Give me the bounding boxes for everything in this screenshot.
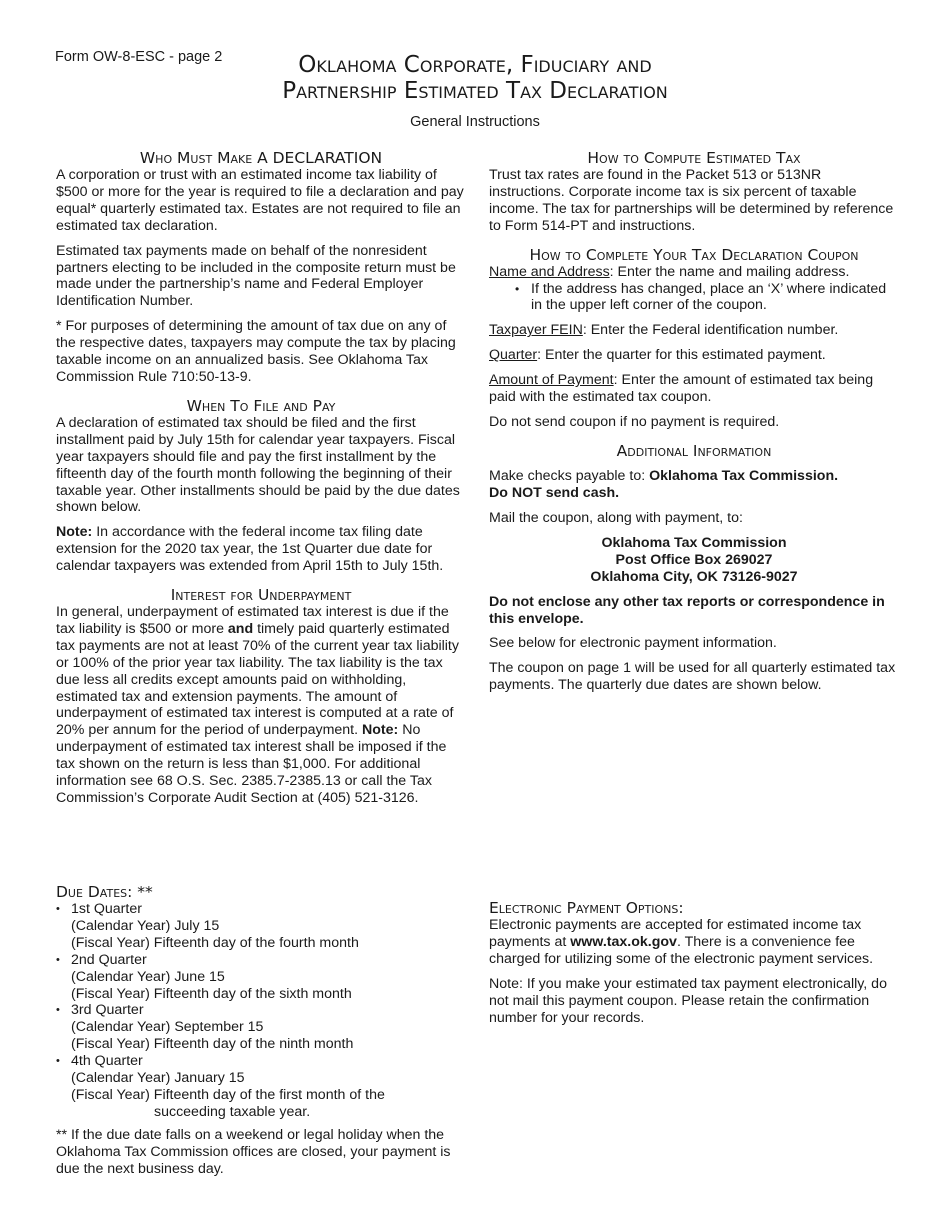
- when-to-file-p1: A declaration of estimated tax should be filed and the first installment paid by July 15th for calendar year taxpayers. Fiscal year taxpayers should file and pay the first installment by the fifteenth day of the fourth month following the beginning of their taxable year. Other installments should be paid by the due dates shown below.: [56, 414, 460, 516]
- title-line-2: Partnership Estimated Tax Declaration: [282, 78, 668, 104]
- compute-section: [489, 150, 899, 235]
- due-dates-heading: Due Dates: **: [56, 883, 153, 901]
- name-address-label: Name and Address: [489, 263, 610, 280]
- who-must-p2: Estimated tax payments made on behalf of the nonresident partners electing to be included in the composite return must be made under the partnership’s name and Federal Employer Identification Number.: [56, 242, 456, 310]
- fiscal-due: (Fiscal Year) Fifteenth day of the ninth month: [71, 1036, 354, 1053]
- fein-label: Taxpayer FEIN: [489, 322, 583, 339]
- tax-website-link[interactable]: www.tax.ok.gov: [570, 933, 677, 950]
- name-address-text: : Enter the name and mailing address.: [609, 263, 850, 280]
- additional-heading: Additional Information: [616, 441, 772, 460]
- payable-text: Make checks payable to:: [489, 467, 650, 484]
- quarter-label: Quarter: [489, 347, 538, 364]
- page-subtitle: General Instructions: [410, 114, 540, 130]
- quarter-name: • 3rd Quarter: [71, 1002, 144, 1019]
- fiscal-due: (Fiscal Year) Fifteenth day of the fourth month: [71, 934, 359, 951]
- no-enclose: [489, 594, 899, 628]
- due-dates-list: [56, 901, 466, 1121]
- fein-text: : Enter the Federal identification number.: [582, 322, 839, 339]
- interest-text-2: timely paid quarterly estimated tax payments are not at least 70% of the current year tax liability or 100% of the prior year tax liability. The tax liability is the tax due less all credits except amounts paid on withholding, estimated tax and extension payments. The amount of underpayment of estimated tax interest is computed at a rate of 20% per annum for the period of underpayment.: [56, 620, 459, 739]
- mailing-address: [489, 535, 899, 586]
- no-cash: Do NOT send cash.: [489, 484, 620, 501]
- calendar-due: (Calendar Year) June 15: [71, 968, 225, 985]
- who-must-p1: A corporation or trust with an estimated income tax liability of $500 or more for the year is required to file a declaration and pay equal* quarterly estimated tax. Estates are not required to file an estimated tax declaration.: [56, 167, 464, 234]
- list-item: [56, 1053, 466, 1121]
- name-address-list: [515, 281, 899, 315]
- amount-text: : Enter the amount of estimated tax being paid with the estimated tax coupon.: [489, 372, 874, 406]
- calendar-due: (Calendar Year) January 15: [71, 1070, 245, 1087]
- note-text: In accordance with the federal income tax filing date extension for the 2020 tax year, the 1st Quarter due date for calendar taxpayers was extended from April 15th to July 15th.: [56, 524, 444, 575]
- interest-note-label: Note:: [362, 722, 399, 739]
- page-title: [200, 52, 750, 104]
- amount-label: Amount of Payment: [489, 372, 614, 389]
- interest-and: and: [227, 620, 254, 637]
- left-column: [56, 150, 466, 815]
- when-to-file-section: [56, 398, 466, 575]
- fiscal-due: (Fiscal Year) Fifteenth day of the first month of the: [71, 1086, 385, 1103]
- payable-line: [489, 468, 899, 502]
- quarter-name: • 4th Quarter: [71, 1053, 143, 1070]
- see-below: See below for electronic payment information.: [489, 635, 777, 652]
- who-must-heading: Who Must Make A DECLARATION: [139, 149, 383, 167]
- who-must-section: [56, 150, 466, 386]
- mail-line: Mail the coupon, along with payment, to:: [489, 509, 743, 526]
- when-to-file-heading: When To File and Pay: [186, 396, 336, 415]
- quarter-name: • 2nd Quarter: [71, 951, 147, 968]
- electronic-payment-section: [489, 900, 899, 1034]
- quarter-name: • 1st Quarter: [71, 901, 142, 917]
- fiscal-due: (Fiscal Year) Fifteenth day of the sixth month: [71, 985, 352, 1002]
- fiscal-due-continued: succeeding taxable year.: [154, 1103, 311, 1120]
- additional-section: [489, 443, 899, 694]
- due-dates-footnote: ** If the due date falls on a weekend or legal holiday when the Oklahoma Tax Commission offices are closed, your payment is due the next business day.: [56, 1126, 451, 1177]
- who-must-p3: * For purposes of determining the amount of tax due on any of the respective dates, taxpayers may compute the tax by placing taxable income on an annualized basis. See Oklahoma Tax Commission Rule 710:50-13-9.: [56, 318, 456, 385]
- calendar-due: (Calendar Year) September 15: [71, 1019, 264, 1036]
- interest-text-1: In general, underpayment of estimated tax interest is due if the tax liability is $500 or more: [56, 604, 449, 637]
- compute-heading: How to Compute Estimated Tax: [587, 149, 801, 167]
- note-label: Note:: [56, 524, 93, 541]
- fein-line: [489, 322, 899, 339]
- name-address-line: [489, 264, 899, 281]
- no-send-line: Do not send coupon if no payment is required.: [489, 413, 780, 430]
- when-to-file-note: [56, 524, 466, 575]
- complete-section: [489, 247, 899, 431]
- list-item: [56, 1002, 466, 1053]
- no-enclose-text: Do not enclose any other tax reports or correspondence in this envelope.: [489, 593, 885, 627]
- list-item: • If the address has changed, place an ‘X’ where indicated in the upper left corner of the coupon.: [515, 281, 899, 315]
- interest-paragraph: [56, 604, 466, 807]
- address-line-3: Oklahoma City, OK 73126-9027: [590, 568, 798, 585]
- right-column: [489, 150, 899, 702]
- coupon-note: The coupon on page 1 will be used for all quarterly estimated tax payments. The quarterly due dates are shown below.: [489, 660, 896, 694]
- interest-heading: Interest for Underpayment: [170, 586, 352, 605]
- form-id: Form OW-8-ESC - page 2: [55, 49, 223, 65]
- calendar-due: (Calendar Year) July 15: [71, 917, 220, 934]
- quarter-text: : Enter the quarter for this estimated payment.: [537, 347, 826, 364]
- epay-text-2: . There is a convenience fee charged for utilizing some of the electronic payment services.: [489, 933, 874, 967]
- title-line-1: Oklahoma Corporate, Fiduciary and: [298, 52, 652, 78]
- electronic-payment-p1: [489, 917, 899, 968]
- address-line-2: Post Office Box 269027: [615, 551, 773, 568]
- address-line-1: Oklahoma Tax Commission: [601, 534, 787, 551]
- epay-text-1: Electronic payments are accepted for estimated income tax payments at: [489, 917, 862, 950]
- electronic-payment-note: Note: If you make your estimated tax payment electronically, do not mail this payment coupon. Please retain the confirmation number for your records.: [489, 975, 887, 1026]
- electronic-payment-heading: Electronic Payment Options:: [489, 899, 684, 917]
- interest-text-3: No underpayment of estimated tax interest shall be imposed if the tax shown on the return is less than $1,000. For additional information see 68 O.S. Sec. 2385.7-2385.13 or call the Tax Commission’s Corporate Audit Section at (405) 521-3126.: [56, 722, 447, 806]
- list-item: [56, 901, 466, 952]
- compute-p1: Trust tax rates are found in the Packet 513 or 513NR instructions. Corporate income tax is six percent of taxable income. The tax for partnerships will be determined by reference to Form 514-PT and instructions.: [489, 167, 894, 234]
- complete-heading: How to Complete Your Tax Declaration Coupon: [529, 245, 859, 264]
- due-dates-section: [56, 884, 466, 1186]
- quarter-line: [489, 347, 899, 364]
- list-item: [56, 952, 466, 1003]
- payable-name: Oklahoma Tax Commission.: [649, 467, 839, 484]
- interest-section: [56, 587, 466, 807]
- amount-line: [489, 372, 899, 406]
